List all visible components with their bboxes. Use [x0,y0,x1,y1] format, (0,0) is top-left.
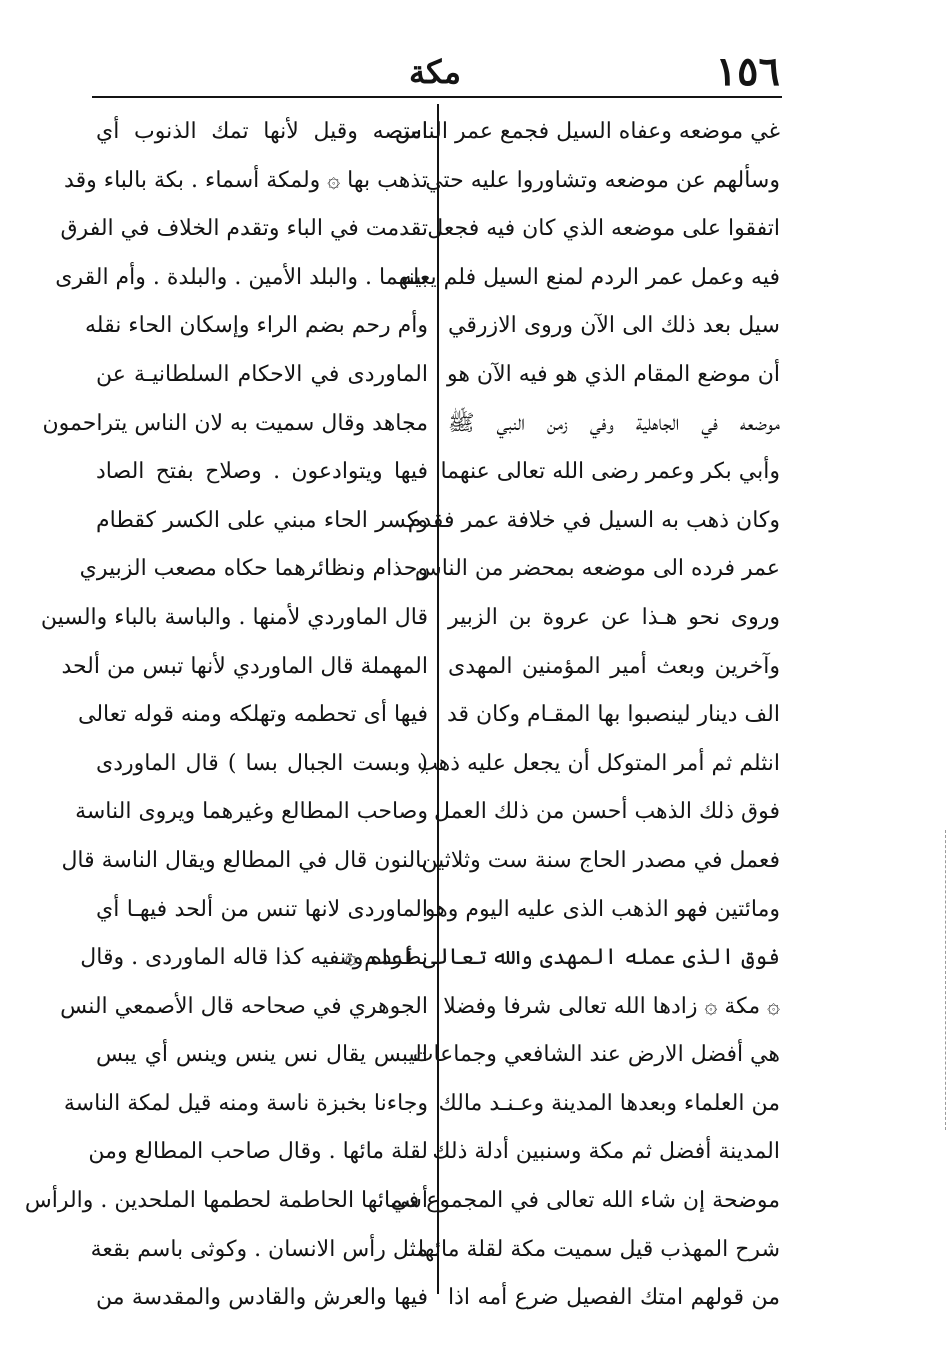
text-line: المدينة أفضل ثم مكة وسنبين أدلة ذلك [432,1139,780,1165]
text-line: ( وبست الجبال بسا ) قال الماوردى [96,750,428,776]
text-line: فيها ويتوادعون . وصلاح بفتح الصاد [96,459,428,485]
text-line: وروى نحو هـذا عن عروة بن الزبير [448,604,780,630]
text-line: المهملة قال الماوردي لأنها تبس من ألحد [61,653,428,679]
text-line: أن موضع المقام الذي هو فيه الآن هو [446,361,780,387]
text-line: بينهما . والبلد الأمين . والبلدة . وأم القرى [55,264,428,290]
page-header [90,40,780,100]
text-line: وكان ذهب به السيل في خلافة عمر فقدم [407,507,780,533]
text-line: أسمائها الحاطمة لحطمها الملحدين . والرأس [24,1188,428,1214]
left-text-column [24,108,428,1323]
text-line: اتفقوا على موضعه الذي كان فيه فجعل [427,216,780,242]
text-line: تقدمت في الباء وتقدم الخلاف في الفرق [60,216,428,242]
text-line: فوق ذلك الذهب أحسن من ذلك العمل [434,799,780,825]
text-line: الماوردى لانها تنس من ألحد فيهـا أي [96,896,428,922]
text-line: الف دينار لينصبوا بها المقـام وكان قد [446,702,780,728]
text-line: الجوهري في صحاحه قال الأصمعي النس [60,993,428,1019]
text-line: هي أفضل الارض عند الشافعي وجماعات [412,1042,780,1068]
text-line: امتصه وقيل لأنها تمك الذنوب أي [96,119,428,144]
text-line: من قولهم امتك الفصيل ضرع أمه اذا [448,1285,780,1311]
text-line: وأبي بكر وعمر رضى الله تعالى عنهما [440,459,780,485]
text-line: فيها أى تحطمه وتهلكه ومنه قوله تعالى [78,702,428,728]
running-title: مكة [409,53,461,91]
text-line: من العلماء وبعدها المدينة وعـنـد مالك [438,1090,780,1116]
text-line: مجاهد وقال سميت به لان الناس يتراحمون [42,410,428,436]
text-line: ومائتين فهو الذهب الذى عليه اليوم وهو [424,896,780,922]
text-line: وحذام ونظائرهما حكاه مصعب الزبيري [79,556,428,582]
text-line: انثلم ثم أمر المتوكل أن يجعل عليه ذهب [417,750,780,776]
text-line: قال الماوردي لأمنها . والباسة بالباء والسين [40,604,428,630]
text-line: اليبس يقال نس ينس وينس أي يبس [96,1042,428,1068]
text-line: فيها والعرش والقادس والمقدسة من [96,1285,428,1311]
text-line: الماوردى في الاحكام السلطانيـة عن [96,361,428,387]
text-line: غي موضعه وعفاه السيل فجمع عمر الناس [394,119,780,144]
text-line: تذهب بها ۞ ولمكة أسماء . بكة بالباء وقد [64,167,428,193]
scan-edge-mark [945,830,946,1130]
text-line: ۞ مكة ۞ زادها الله تعالى شرفا وفضلا [443,993,780,1019]
right-text-column [344,108,780,1323]
text-line: لقلة مائها . وقال صاحب المطالع ومن [88,1139,428,1165]
text-line: موضعه في الجاهلية وفي زمن النبي ﷺ [448,410,780,436]
text-line: فيه وعمل عمر الردم لمنع السيل فلم يعله [400,264,780,290]
text-line: وأم رحم بضم الراء وإسكان الحاء نقله [84,313,428,339]
text-line: مثل رأس الانسان . وكوثى باسم بقعة [90,1236,428,1262]
text-line: موضحة إن شاء الله تعالى في المجموع في [390,1188,780,1214]
text-line: شرح المهذب قيل سميت مكة لقلة مائها [418,1236,780,1262]
column-divider [437,104,439,1294]
text-line: وسألهم عن موضعه وتشاوروا عليه حتي [425,167,780,193]
text-line: بالنون قال في المطالع ويقال الناسة قال [61,847,428,873]
text-line: عمر فرده الى موضعه بمحضر من الناس [414,556,780,582]
text-line: وكسر الحاء مبني على الكسر كقطام [96,507,428,533]
text-line: فوق الذى عمله المهدى والله تعالى أعلم ۞ [344,945,780,971]
text-line: وآخرين وبعث أمير المؤمنين المهدى [448,653,780,679]
page-number: ١٥٦ [715,48,780,95]
header-rule [92,96,782,98]
text-line: سيل بعد ذلك الى الآن وروى الازرقي [448,313,780,339]
text-line: نطرده وتنفيه كذا قاله الماوردى . وقال [80,945,428,971]
text-line: وجاءنا بخبزة ناسة ومنه قيل لمكة الناسة [63,1090,428,1116]
text-line: وصاحب المطالع وغيرهما ويروى الناسة [75,799,428,825]
text-line: فعمل في مصدر الحاج سنة ست وثلاثين [421,847,780,873]
